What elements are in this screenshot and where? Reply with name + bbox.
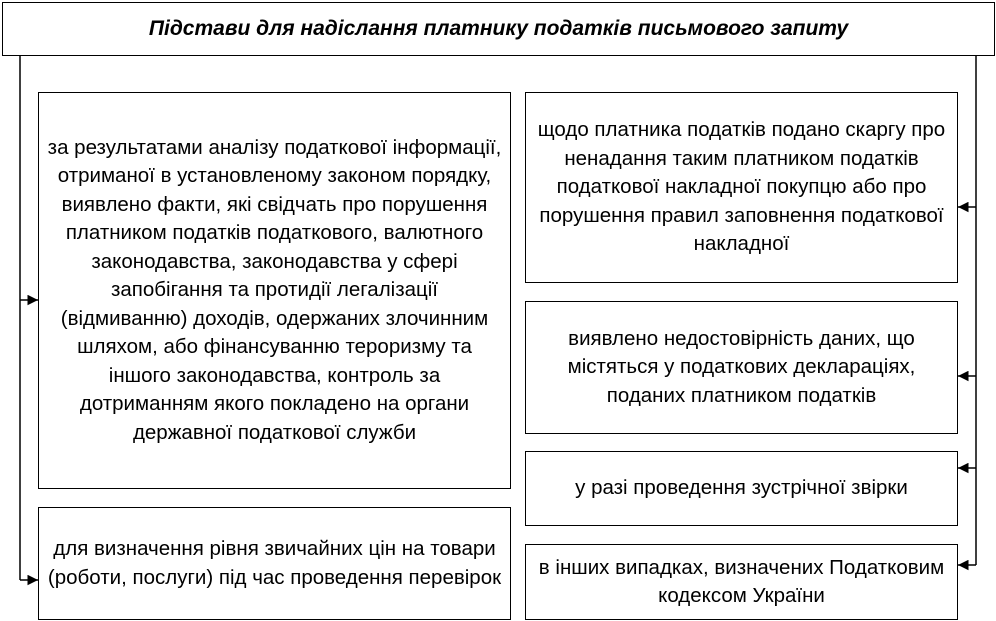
- left-item-1: за результатами аналізу податкової інформації, отриманої в установленому законом порядку, виявлено факти, які свідчать про порушення платником податків податкового, валютного законодавства, законодавства у сфері запобігання та протидії легалізації (відмиванню) доходів, одержаних злочинним шляхом, або фінансуванню тероризму та іншого законодавства, контроль за дотриманням якого покладено на органи державної податкової служби: [38, 92, 511, 489]
- diagram-title: Підстави для надіслання платнику податків письмового запиту: [2, 2, 995, 56]
- right-item-4: в інших випадках, визначених Податковим кодексом України: [525, 544, 958, 620]
- right-item-2: виявлено недостовірність даних, що містяться у податкових деклараціях, поданих платником податків: [525, 301, 958, 434]
- right-item-1: щодо платника податків подано скаргу про ненадання таким платником податків податкової накладної покупцю або про порушення правил заповнення податкової накладної: [525, 92, 958, 283]
- left-item-2: для визначення рівня звичайних цін на товари (роботи, послуги) під час проведення перевірок: [38, 507, 511, 620]
- right-item-3: у разі проведення зустрічної звірки: [525, 451, 958, 526]
